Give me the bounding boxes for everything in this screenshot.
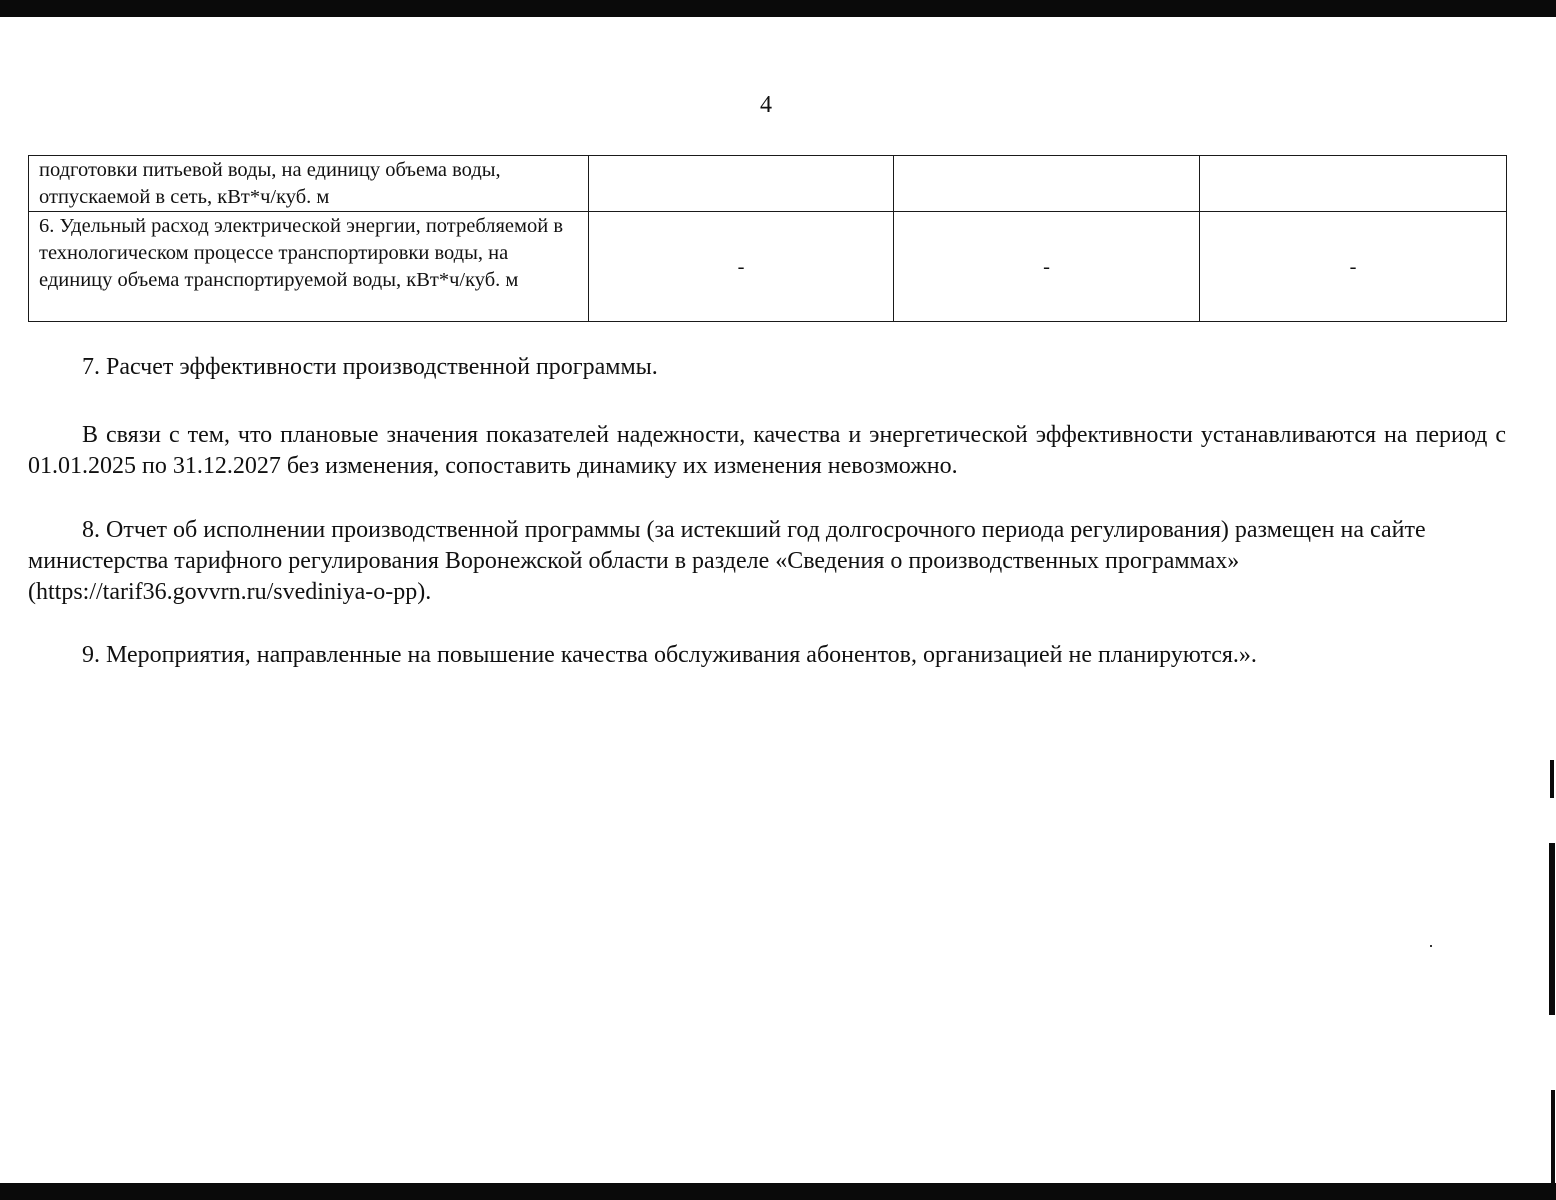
scan-speck <box>1430 945 1432 947</box>
section-7-heading: 7. Расчет эффективности производственной программы. <box>82 354 658 380</box>
section-8-report: 8. Отчет об исполнении производственной программы (за истекший год долгосрочного периода регулирования) размещен на сайте министерства тарифного регулирования Воронежской области в разделе «Сведения о производственных программах» (https://tarif36.govvrn.ru/svediniya-o-pp). <box>28 517 1426 605</box>
table-row <box>29 156 1507 212</box>
table-cell-value <box>589 156 894 212</box>
indicators-table <box>28 155 1507 322</box>
page-number: 4 <box>760 92 772 118</box>
scan-edge-mark <box>1550 760 1554 798</box>
scan-border-bottom <box>0 1183 1556 1200</box>
table-row <box>29 212 1507 322</box>
scan-border-top <box>0 0 1556 17</box>
table-cell-value: - <box>1200 212 1507 322</box>
table-cell-label: 6. Удельный расход электрической энергии, потребляемой в технологическом процессе транспортировки воды, на единицу объема транспортируемой воды, кВт*ч/куб. м <box>29 212 589 322</box>
table-cell-value: - <box>589 212 894 322</box>
table-cell-value <box>1200 156 1507 212</box>
section-7-body: В связи с тем, что плановые значения показателей надежности, качества и энергетической эффективности устанавливаются на период с 01.01.2025 по 31.12.2027 без изменения, сопоставить динамику их изменения невозможно. <box>28 422 1506 479</box>
table-cell-label: подготовки питьевой воды, на единицу объема воды, отпускаемой в сеть, кВт*ч/куб. м <box>29 156 589 212</box>
table-cell-value: - <box>894 212 1200 322</box>
section-9-measures: 9. Мероприятия, направленные на повышение качества обслуживания абонентов, организацией не планируются.». <box>82 642 1257 668</box>
table-cell-value <box>894 156 1200 212</box>
scan-edge-mark <box>1549 843 1555 1015</box>
scan-edge-mark <box>1551 1090 1555 1183</box>
